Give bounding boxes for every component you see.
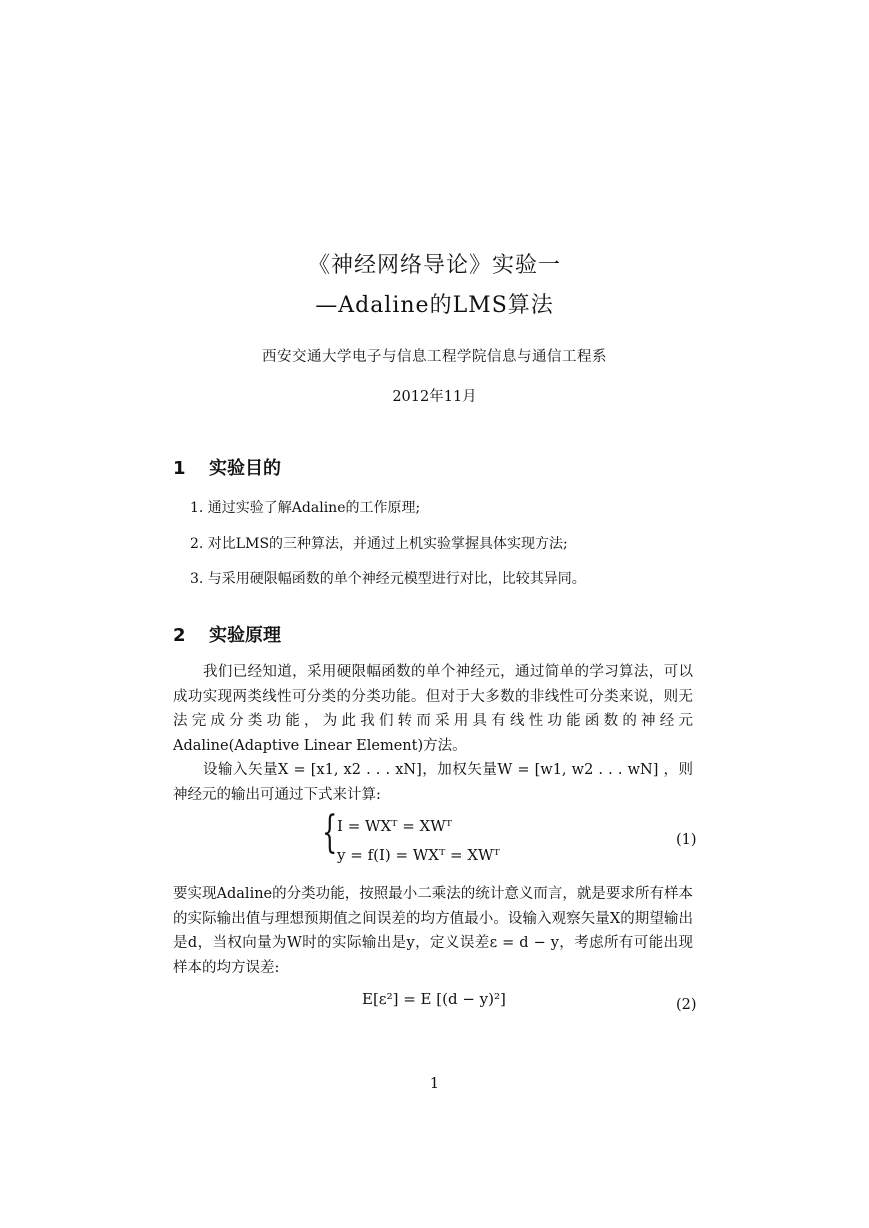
section-title: 实验目的 [209, 458, 281, 479]
author-affiliation: 西安交通大学电子与信息工程学院信息与通信工程系 [262, 349, 607, 365]
document-title-line1: 《神经网络导论》实验一 [307, 253, 561, 278]
equation-1-line-1: I = WXᵀ = XWᵀ [337, 817, 452, 835]
section-number: 2 [173, 625, 186, 646]
equation-1-line-2: y = f(I) = WXᵀ = XWᵀ [337, 846, 500, 864]
equation-number: (1) [676, 832, 697, 848]
section-title: 实验原理 [209, 625, 281, 646]
paragraph: 我们已经知道，采用硬限幅函数的单个神经元，通过简单的学习算法，可以成功实现两类线性可分类的分类功能。但对于大多数的非线性可分类来说，则无法完成分类功能，为此我们转而采用具有线性功能函数的神经元Adaline(Adaptive Linear Element)方法。 [173, 664, 693, 754]
section-1-heading [173, 454, 281, 480]
page-number: 1 [429, 1076, 440, 1092]
list-item: 2. 对比LMS的三种算法，并通过上机实验掌握具体实现方法; [190, 536, 568, 552]
list-item: 1. 通过实验了解Adaline的工作原理; [190, 500, 421, 516]
section-number: 1 [173, 458, 186, 479]
paragraph: 要实现Adaline的分类功能，按照最小二乘法的统计意义而言，就是要求所有样本的实际输出值与理想预期值之间误差的均方值最小。设输入观察矢量X的期望输出是d，当权向量为W时的实际输出是y，定义误差ε = d − y，考虑所有可能出现样本的均方误差: [173, 886, 693, 976]
document-title-line2: —Adaline的LMS算法 [315, 293, 554, 318]
left-brace-symbol: { [322, 807, 338, 858]
section-2-heading [173, 621, 281, 647]
list-item: 3. 与采用硬限幅函数的单个神经元模型进行对比，比较其异同。 [190, 571, 586, 587]
paragraph: 设输入矢量X = [x1, x2 . . . xN]，加权矢量W = [w1, w2 . . . wN] ，则神经元的输出可通过下式来计算: [173, 762, 693, 803]
document-date: 2012年11月 [392, 389, 477, 405]
equation-2: E[ε²] = E [(d − y)²] [362, 990, 506, 1008]
equation-number: (2) [676, 997, 697, 1013]
